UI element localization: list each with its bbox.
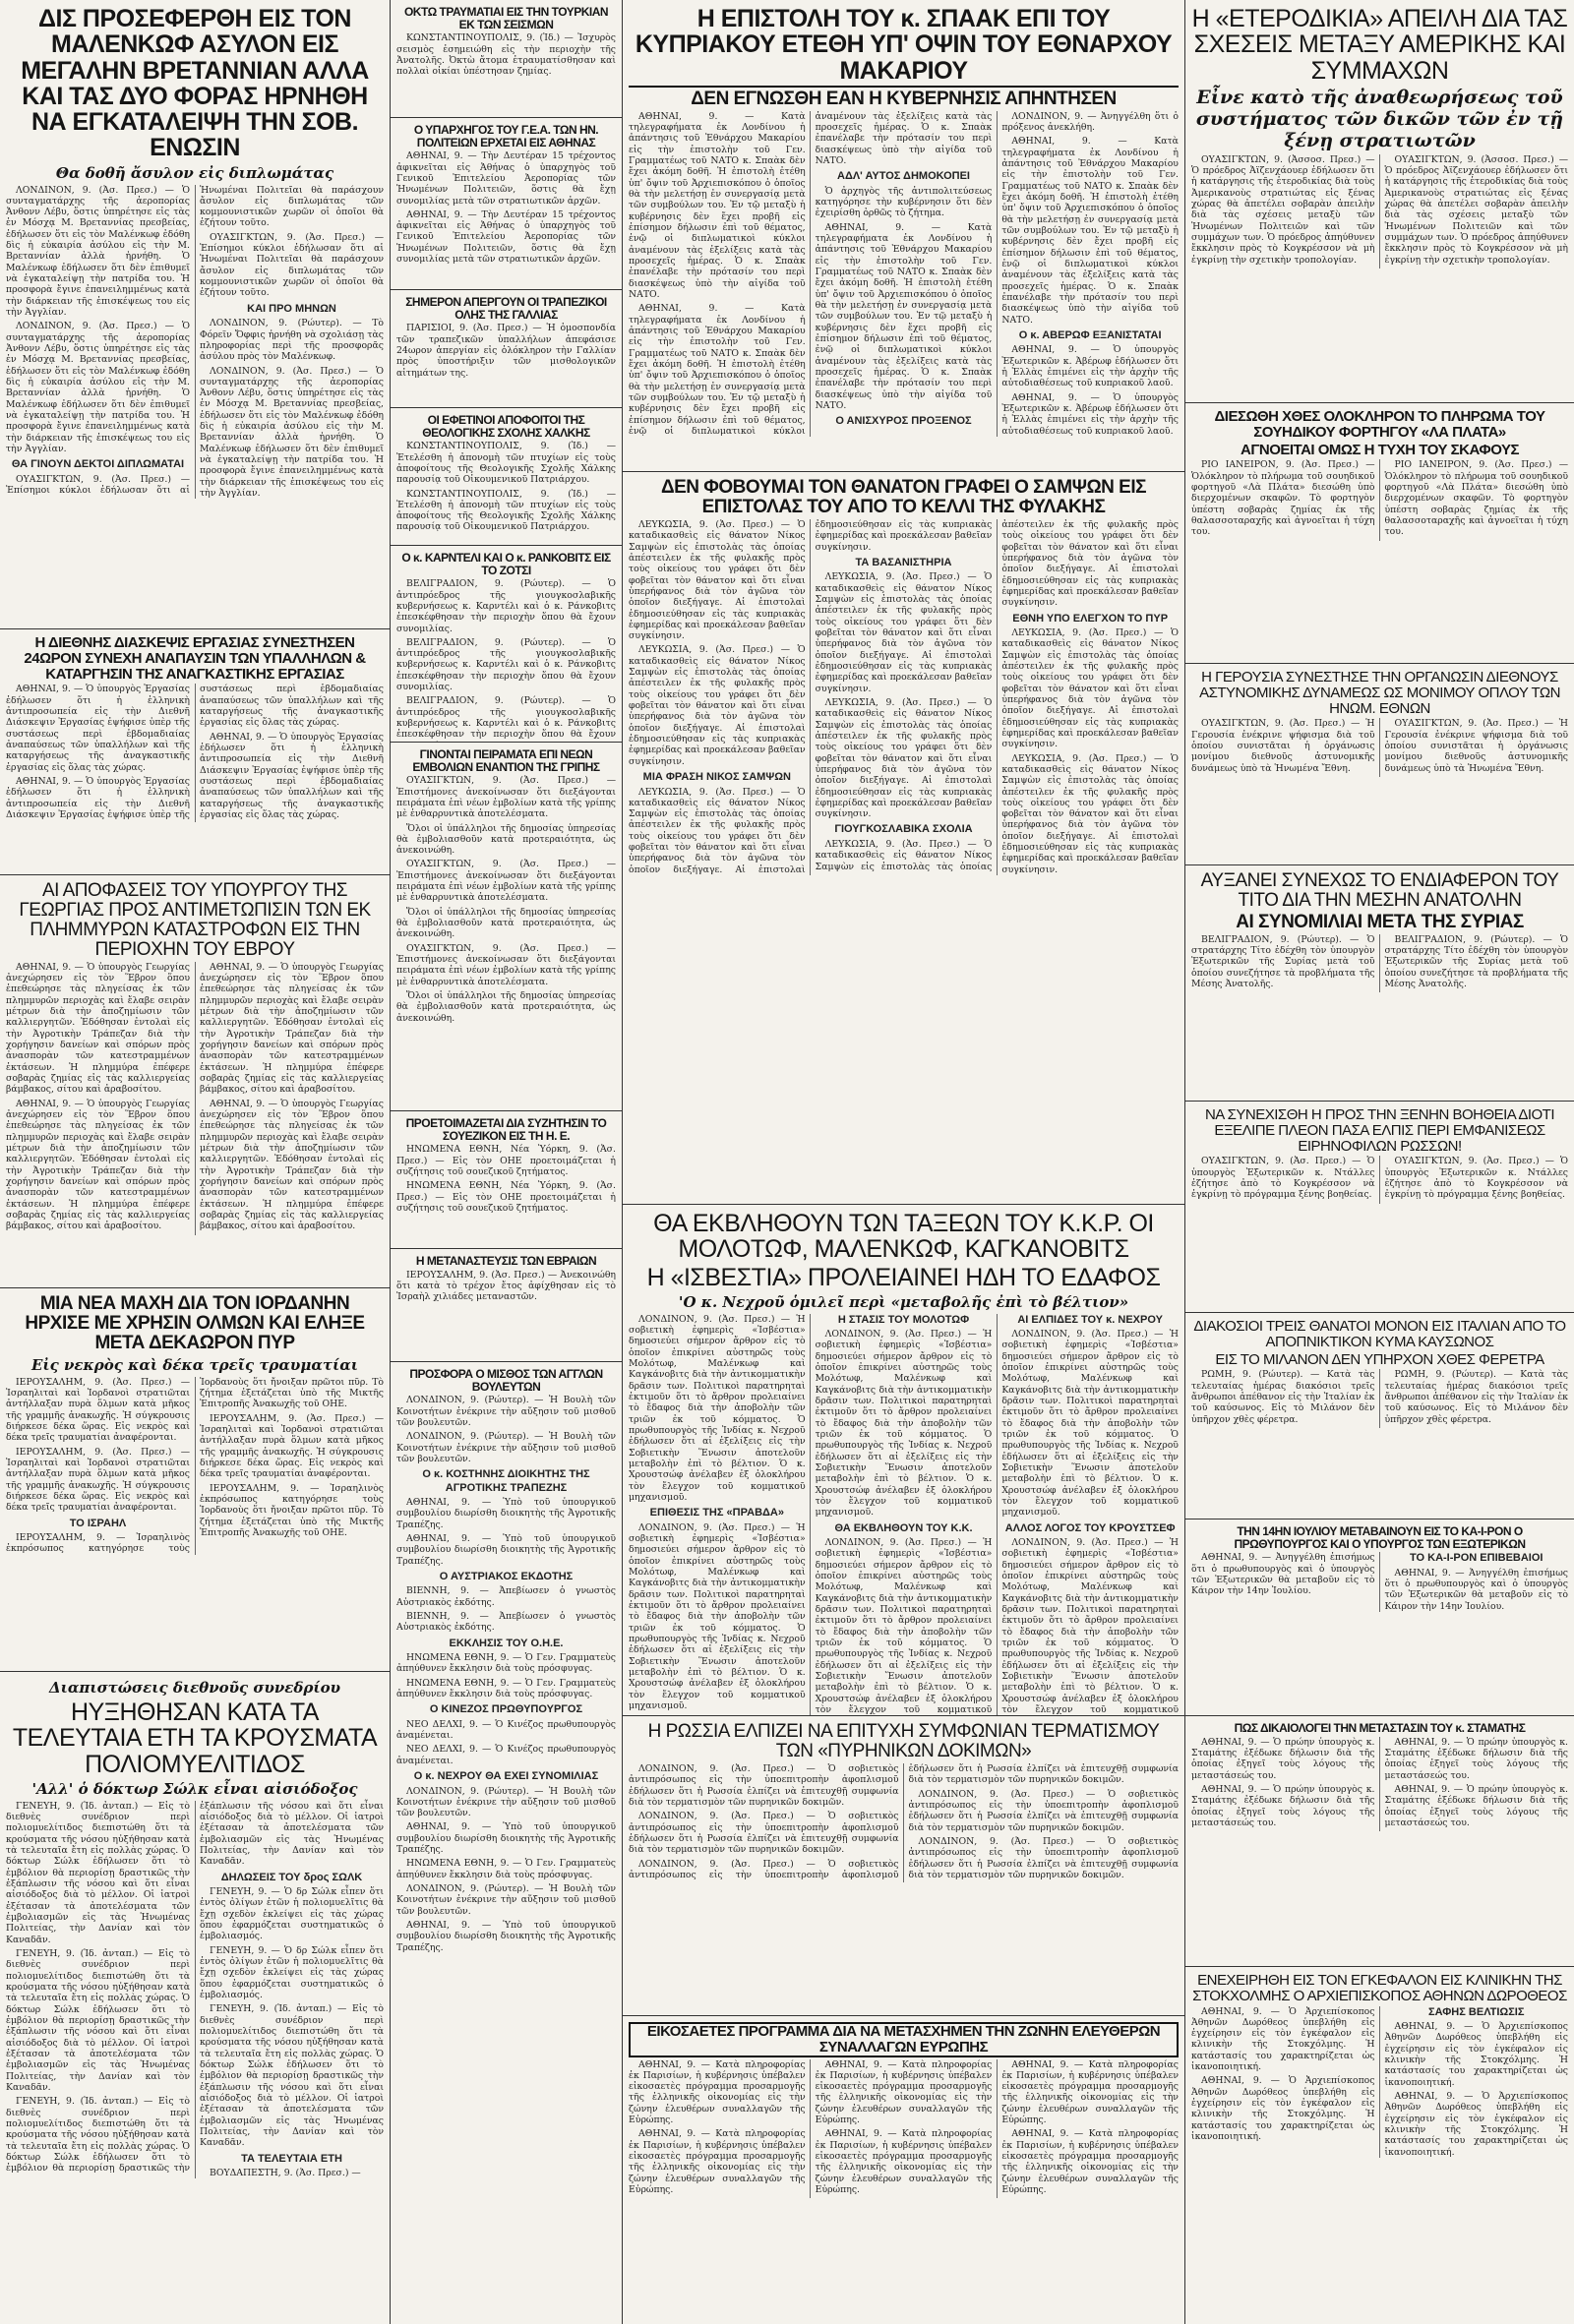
article-spaak-cyprus	[623, 0, 1184, 472]
paragraph: ΙΕΡΟΥΣΑΛΗΜ, 9. — Ἰσραηλινὸς ἐκπρόσωπος κατηγόρησε τοὺς Ἰορδανοὺς ὅτι ἤνοιξαν πρῶτοι πῦρ. Τὸ ζήτημα ἐξετάζεται ὑπὸ τῆς Μικτῆς Ἐπιτροπῆς Ἀνακωχῆς τοῦ ΟΗΕ.	[200, 1482, 384, 1539]
paragraph: Ὁ ἀρχηγὸς τῆς ἀντιπολιτεύσεως κατηγόρησε τὴν κυβέρνησιν ὅτι δὲν ἐχειρίσθη ὀρθῶς τὸ ζήτημα.	[815, 185, 993, 219]
headline: ΕΙΚΟΣΑΕΤΕΣ ΠΡΟΓΡΑΜΜΑ ΔΙΑ ΝΑ ΜΕΤΑΣΧΗΜΕΝ ΤΗΝ ΖΩΝΗΝ ΕΛΕΥΘΕΡΩΝ ΣΥΝΑΛΛΑΓΩΝ ΕΥΡΩΠΗΣ	[629, 2022, 1179, 2057]
paragraph: ΟΥΑΣΙΓΚΤΩΝ, 9. (Ἀσ. Πρεσ.) — Ἐπιστήμονες ἀνεκοίνωσαν ὅτι διεξάγονται πειράματα ἐπὶ νέων ἐμβολίων κατὰ τῆς γρίπης μὲ ἐνθαρρυντικὰ ἀποτελέσματα.	[396, 942, 616, 987]
subheadline: Εἰς νεκρὸς καὶ δέκα τρεῖς τραυματίαι	[30, 1355, 359, 1374]
paragraph: ΑΘΗΝΑΙ, 9. — Ὑπὸ τοῦ ὑπουργικοῦ συμβουλίου διωρίσθη διοικητὴς τῆς Ἀγροτικῆς Τραπέζης.	[396, 1920, 616, 1953]
article-body	[396, 323, 616, 379]
paragraph: ΙΕΡΟΥΣΑΛΗΜ, 9. — Ἰσραηλινὸς ἐκπρόσωπος κατηγόρησε τοὺς Ἰορδανοὺς ὅτι ἤνοιξαν πρῶτοι πῦρ. Τὸ ζήτημα ἐξετάζεται ὑπὸ τῆς Μικτῆς Ἐπιτροπῆς Ἀνακωχῆς τοῦ ΟΗΕ.	[6, 1376, 384, 1555]
paragraph: ΛΟΝΔΙΝΟΝ, 9. (Ἀσ. Πρεσ.) — Ὁ σοβιετικὸς ἀντιπρόσωπος εἰς τὴν ὑποεπιτροπὴν ἀφοπλισμοῦ ἐδήλωσεν ὅτι ἡ Ρωσσία ἐλπίζει νὰ ἐπιτευχθῇ συμφωνία διὰ τὸν τερματισμὸν τῶν πυρηνικῶν δοκιμῶν.	[629, 1811, 899, 1856]
paragraph: ΛΕΥΚΩΣΙΑ, 9. (Ἀσ. Πρεσ.) — Ὁ καταδικασθεὶς εἰς θάνατον Νίκος Σαμψὼν εἰς ἐπιστολὰς τὰς ὁποίας ἀπέστειλεν ἐκ τῆς φυλακῆς πρὸς τοὺς οἰκείους του γράφει ὅτι δὲν φοβεῖται τὸν θάνατον καὶ ὅτι εἶναι ὑπερήφανος διὰ τὸν ἀγῶνα τὸν ὁποῖον διεξήγαγε. Αἱ ἐπιστολαὶ ἐδημοσιεύθησαν εἰς τὰς κυπριακὰς ἐφημερίδας καὶ προεκάλεσαν βαθεῖαν συγκίνησιν.	[1001, 752, 1179, 875]
paragraph: ΡΩΜΗ, 9. (Ρώυτερ). — Κατὰ τὰς τελευταίας ἡμέρας διακόσιοι τρεῖς ἄνθρωποι ἀπέθανον εἰς τὴν Ἰταλίαν ἐκ τοῦ καύσωνος. Εἰς τὸ Μιλάνον δὲν ὑπῆρχον χθὲς φέρετρα.	[1191, 1369, 1375, 1425]
paragraph: ΑΘΗΝΑΙ, 9. — Ὁ ὑπουργὸς Γεωργίας ἀνεχώρησεν εἰς τὸν Ἕβρον ὅπου ἐπεθεώρησε τὰς πληγείσας ἐκ τῶν πλημμυρῶν περιοχὰς καὶ ἔλαβε σειρὰν μέτρων διὰ τὴν ἀποζημίωσιν τῶν καλλιεργητῶν. Ἐδόθησαν ἐντολαὶ εἰς τὴν Ἀγροτικὴν Τράπεζαν διὰ τὴν χορήγησιν δανείων καὶ σπόρων πρὸς ἀνασπορὰν τῶν κατεστραμμένων ἐκτάσεων. Ἡ πλημμύρα ἐπέφερε σοβαρὰς ζημίας εἰς τὰς καλλιεργείας βάμβακος, σίτου καὶ ἀραβοσίτου.	[6, 961, 190, 1096]
paragraph: ΑΘΗΝΑΙ, 9. — Ὁ πρώην ὑπουργὸς κ. Σταμάτης ἐξέδωκε δήλωσιν διὰ τῆς ὁποίας ἐξηγεῖ τοὺς λόγους τῆς μεταστάσεώς του.	[1191, 1736, 1375, 1781]
article-body	[629, 519, 1179, 875]
column-2	[391, 0, 622, 2324]
paragraph: ΑΘΗΝΑΙ, 9. — Ἀνηγγέλθη ἐπισήμως ὅτι ὁ πρωθυπουργὸς καὶ ὁ ὑπουργὸς τῶν Ἐξωτερικῶν θὰ μεταβοῦν εἰς τὸ Κάιρον τὴν 14ην Ἰουλίου.	[1191, 1552, 1375, 1597]
paragraph: Ὅλοι οἱ ὑπάλληλοι τῆς δημοσίας ὑπηρεσίας θὰ ἐμβολιασθοῦν κατὰ προτεραιότητα, ὡς ἀνεκοινώθη.	[396, 822, 616, 857]
article-body	[1191, 459, 1568, 540]
article-foreign-aid	[1185, 1102, 1574, 1313]
headline: ΘΑ ΕΚΒΛΗΘΟΥΝ ΤΩΝ ΤΑΞΕΩΝ ΤΟΥ Κ.Κ.Ρ. ΟΙ ΜΟΛΟΤΩΦ, ΜΑΛΕΝΚΩΦ, ΚΑΓΚΑΝΟΒΙΤΣ	[653, 1210, 1154, 1264]
article-body	[1191, 1737, 1568, 1832]
section-label: ΤΟ ΙΣΡΑΗΛ	[69, 1517, 127, 1529]
article-polio	[0, 1672, 390, 2324]
section-label: Ο ΑΥΣΤΡΙΑΚΟΣ ΕΚΔΟΤΗΣ	[439, 1570, 574, 1582]
paragraph: ΛΟΝΔΙΝΟΝ, 9. (Ρώυτερ). — Ἡ Βουλὴ τῶν Κοινοτήτων ἐνέκρινε τὴν αὔξησιν τοῦ μισθοῦ τῶν βουλευτῶν.	[396, 1785, 616, 1819]
article-molotov-expulsion	[623, 1205, 1184, 1716]
paragraph: ΑΘΗΝΑΙ, 9. — Κατὰ τηλεγραφήματα ἐκ Λονδίνου ἡ ἀπάντησις τοῦ Ἐθνάρχου Μακαρίου εἰς τὴν ἐπιστολὴν τοῦ Γεν. Γραμματέως τοῦ ΝΑΤΟ κ. Σπαὰκ δὲν ἔχει ἀκόμη δοθῆ. Ἡ ἐπιστολὴ ἐτέθη ὑπ' ὄψιν τοῦ Ἀρχιεπισκόπου ὁ ὁποῖος θὰ τὴν μελετήσῃ ἐν συνεργασίᾳ μετὰ τῶν συμβούλων του. Ἐν τῷ μεταξὺ ἡ κυβέρνησις δὲν ἔχει προβῆ εἰς ἐπίσημον δήλωσιν ἐπὶ τοῦ θέματος, ἐνῷ οἱ διπλωματικοὶ κύκλοι ἀναμένουν τὰς ἐξελίξεις κατὰ τὰς προσεχεῖς ἡμέρας. Ὁ κ. Σπαὰκ ἐπανέλαβε τὴν πρότασίν του περὶ διασκέψεως ὑπὸ τὴν αἰγίδα τοῦ ΝΑΤΟ.	[629, 110, 993, 437]
article-mp-salary	[391, 1362, 622, 2226]
paragraph: ΝΕΟ ΔΕΛΧΙ, 9. — Ὁ Κινέζος πρωθυπουργὸς ἀναμένεται.	[396, 1744, 616, 1766]
subheadline: ΑΓΝΟΕΙΤΑΙ ΟΜΩΣ Η ΤΥΧΗ ΤΟΥ ΣΚΑΦΟΥΣ	[1241, 441, 1519, 458]
paragraph: ΛΟΝΔΙΝΟΝ, 9. (Ἀσ. Πρεσ.) — Ἡ σοβιετικὴ ἐφημερὶς «Ἰσβέστια» δημοσιεύει σήμερον ἄρθρον εἰς τὸ ὁποῖον ἐπικρίνει αὐστηρῶς τοὺς Μολότωφ, Μαλένκωφ καὶ Καγκάνοβιτς διὰ τὴν ἀντικομματικὴν δρᾶσιν των. Πολιτικοὶ παρατηρηταὶ ἐκτιμοῦν ὅτι τὸ ἄρθρον προλειαίνει τὸ ἔδαφος διὰ τὴν ἀποβολὴν τῶν τριῶν ἐκ τοῦ κόμματος. Ὁ πρωθυπουργὸς τῆς Ἰνδίας κ. Νεχροῦ ἐδήλωσεν ὅτι αἱ ἐξελίξεις εἰς τὴν Σοβιετικὴν Ἕνωσιν ἀποτελοῦν μεταβολὴν ἐπὶ τὸ βέλτιον. Ὁ κ. Χρουστσώφ ἀνέλαβεν ἐξ ὁλοκλήρου τὸν ἔλεγχον τοῦ κομματικοῦ μηχανισμοῦ.	[815, 1329, 993, 1519]
article-body	[629, 2059, 1179, 2199]
paragraph: ΟΥΑΣΙΓΚΤΩΝ, 9. (Ἀσ. Πρεσ.) — Ὁ ὑπουργὸς Ἐξωτερικῶν κ. Ντάλλες ἐζήτησε ἀπὸ τὸ Κογκρέσσον νὰ ἐγκρίνῃ τὸ πρόγραμμα ξένης βοηθείας.	[1384, 1156, 1568, 1201]
article-stamatis	[1185, 1716, 1574, 1967]
paragraph: ΛΕΥΚΩΣΙΑ, 9. (Ἀσ. Πρεσ.) — Ὁ καταδικασθεὶς εἰς θάνατον Νίκος Σαμψὼν εἰς ἐπιστολὰς τὰς ὁποίας ἀπέστειλεν ἐκ τῆς φυλακῆς πρὸς τοὺς οἰκείους του γράφει ὅτι δὲν φοβεῖται τὸν θάνατον καὶ ὅτι εἶναι ὑπερήφανος διὰ τὸν ἀγῶνα τὸν ὁποῖον διεξήγαγε. Αἱ ἐπιστολαὶ ἐδημοσιεύθησαν εἰς τὰς κυπριακὰς ἐφημερίδας καὶ προεκάλεσαν βαθεῖαν συγκίνησιν.	[815, 518, 1179, 872]
paragraph: Ὅλοι οἱ ὑπάλληλοι τῆς δημοσίας ὑπηρεσίας θὰ ἐμβολιασθοῦν κατὰ προτεραιότητα, ὡς ἀνεκοινώθη.	[396, 906, 616, 940]
paragraph: ΒΕΛΙΓΡΑΔΙΟΝ, 9. (Ρώυτερ). — Ὁ στρατάρχης Τίτο ἐδέχθη τὸν ὑπουργὸν Ἐξωτερικῶν τῆς Συρίας μετὰ τοῦ ὁποίου συνεζήτησε τὰ προβλήματα τῆς Μέσης Ἀνατολῆς.	[1191, 933, 1375, 990]
article-body	[1191, 1369, 1568, 1428]
paragraph: ΛΕΥΚΩΣΙΑ, 9. (Ἀσ. Πρεσ.) — Ὁ καταδικασθεὶς εἰς θάνατον Νίκος Σαμψὼν εἰς ἐπιστολὰς τὰς ὁποίας ἀπέστειλεν ἐκ τῆς φυλακῆς πρὸς τοὺς οἰκείους του γράφει ὅτι δὲν φοβεῖται τὸν θάνατον καὶ ὅτι εἶναι ὑπερήφανος διὰ τὸν ἀγῶνα τὸν ὁποῖον διεξήγαγε. Αἱ ἐπιστολαὶ ἐδημοσιεύθησαν εἰς τὰς κυπριακὰς ἐφημερίδας καὶ προεκάλεσαν βαθεῖαν συγκίνησιν.	[629, 644, 806, 767]
paragraph: ΑΘΗΝΑΙ, 9. — Ἀνηγγέλθη ἐπισήμως ὅτι ὁ πρωθυπουργὸς καὶ ὁ ὑπουργὸς τῶν Ἐξωτερικῶν θὰ μεταβοῦν εἰς τὸ Κάιρον τὴν 14ην Ἰουλίου.	[1384, 1567, 1568, 1612]
paragraph: ΛΟΝΔΙΝΟΝ, 9. (Ἀσ. Πρεσ.) — Ὁ συνταγματάρχης τῆς ἀεροπορίας Ἀνθονν Λέβυ, ὅστις ὑπηρέτησε εἰς τὰς ἐν Μόσχᾳ Μ. Βρεταννίας πρεσβείας, ἐδήλωσεν ὅτι εἰς τὸν Μαλένκωφ ἐδόθη δὶς ἡ εὐκαιρία ἀσύλου εἰς τὴν Μ. Βρεταννίαν ἀλλὰ ἠρνήθη. Ὁ Μαλένκωφ ἐδήλωσεν ὅτι δὲν ἐπιθυμεῖ νὰ ἐγκαταλείψῃ τὴν πατρίδα του. Ἡ προσφορὰ ἔγινε ἐπανειλημμένως κατὰ τὴν διάρκειαν τῆς ἐπισκέψεως του εἰς τὴν Ἀγγλίαν.	[6, 184, 190, 319]
paragraph: ΑΘΗΝΑΙ, 9. — Κατὰ πληροφορίας ἐκ Παρισίων, ἡ κυβέρνησις ὑπέβαλεν εἰκοσαετὲς πρόγραμμα προσαρμογῆς τῆς ἑλληνικῆς οἰκονομίας εἰς τὴν ζώνην ἐλευθέρων συναλλαγῶν τῆς Εὐρώπης.	[815, 2058, 993, 2126]
paragraph: ΝΕΟ ΔΕΛΧΙ, 9. — Ὁ Κινέζος πρωθυπουργὸς ἀναμένεται.	[396, 1718, 616, 1742]
paragraph: ΑΘΗΝΑΙ, 9. — Ὁ ὑπουργὸς Ἐργασίας ἐδήλωσεν ὅτι ἡ ἑλληνικὴ ἀντιπροσωπεία εἰς τὴν Διεθνῆ Διάσκεψιν Ἐργασίας ἐψήφισε ὑπὲρ τῆς συστάσεως περὶ ἑβδομαδιαίας ἀναπαύσεως τῶν ὑπαλλήλων καὶ τῆς καταργήσεως τῆς ἀναγκαστικῆς ἐργασίας εἰς ὅλας τὰς χώρας.	[6, 684, 384, 820]
paragraph: ΛΕΥΚΩΣΙΑ, 9. (Ἀσ. Πρεσ.) — Ὁ καταδικασθεὶς εἰς θάνατον Νίκος Σαμψὼν εἰς ἐπιστολὰς τὰς ὁποίας ἀπέστειλεν ἐκ τῆς φυλακῆς πρὸς τοὺς οἰκείους του γράφει ὅτι δὲν φοβεῖται τὸν θάνατον καὶ ὅτι εἶναι ὑπερήφανος διὰ τὸν ἀγῶνα τὸν ὁποῖον διεξήγαγε. Αἱ ἐπιστολαὶ ἐδημοσιεύθησαν εἰς τὰς κυπριακὰς ἐφημερίδας καὶ προεκάλεσαν βαθεῖαν συγκίνησιν.	[815, 571, 993, 694]
headline: Ο ΥΠΑΡΧΗΓΟΣ ΤΟΥ Γ.Ε.Α. ΤΩΝ ΗΝ. ΠΟΛΙΤΕΙΩΝ ΕΡΧΕΤΑΙ ΕΙΣ ΑΘΗΝΑΣ	[413, 123, 599, 149]
article-body	[396, 1144, 616, 1214]
article-heterodikia	[1185, 0, 1574, 403]
subheadline: ΔΕΝ ΕΓΝΩΣΘΗ ΕΑΝ Η ΚΥΒΕΡΝΗΣΙΣ ΑΠΗΝΤΗΣΕΝ	[691, 88, 1117, 109]
section-label: ΤΟ ΚΑ-Ι-ΡΟΝ ΕΠΙΒΕΒΑΙΟΙ	[1410, 1552, 1544, 1565]
paragraph: ΚΩΝΣΤΑΝΤΙΝΟΥΠΟΛΙΣ, 9. (Ἰδ.) — Ἐτελέσθη ἡ ἀπονομὴ τῶν πτυχίων εἰς τοὺς ἀποφοίτους τῆς Θεολογικῆς Σχολῆς Χάλκης παρουσίᾳ τοῦ Οἰκουμενικοῦ Πατριάρχου.	[396, 488, 616, 533]
paragraph: ΒΟΥΔΑΠΕΣΤΗ, 9. (Ἀσ. Πρεσ.) —	[210, 2168, 361, 2179]
paragraph: ΛΟΝΔΙΝΟΝ, 9. (Ἀσ. Πρεσ.) — Ὁ σοβιετικὸς ἀντιπρόσωπος εἰς τὴν ὑποεπιτροπὴν ἀφοπλισμοῦ ἐδήλωσεν ὅτι ἡ Ρωσσία ἐλπίζει νὰ ἐπιτευχθῇ συμφωνία διὰ τὸν τερματισμὸν τῶν πυρηνικῶν δοκιμῶν.	[908, 1788, 1179, 1833]
paragraph: ΓΕΝΕΥΗ, 9. (Ἰδ. ἀνταπ.) — Εἰς τὸ διεθνὲς συνέδριον περὶ πολιομυελίτιδος διεπιστώθη ὅτι τὰ κρούσματα τῆς νόσου ηὐξήθησαν κατὰ τὰ τελευταῖα ἔτη εἰς πολλὰς χώρας. Ὁ δόκτωρ Σώλκ ἐδήλωσεν ὅτι τὸ ἐμβόλιον θὰ περιορίσῃ δραστικῶς τὴν ἐξάπλωσιν τῆς νόσου καὶ ὅτι εἶναι αἰσιόδοξος διὰ τὸ μέλλον. Οἱ ἰατροὶ ἐξέτασαν τὰ ἀποτελέσματα τῶν ἐμβολιασμῶν εἰς τὰς Ἡνωμένας Πολιτείας, τὴν Δανίαν καὶ τὸν Καναδᾶν.	[6, 1800, 384, 2175]
paragraph: ΑΘΗΝΑΙ, 9. — Κατὰ τηλεγραφήματα ἐκ Λονδίνου ἡ ἀπάντησις τοῦ Ἐθνάρχου Μακαρίου εἰς τὴν ἐπιστολὴν τοῦ Γεν. Γραμματέως τοῦ ΝΑΤΟ κ. Σπαὰκ δὲν ἔχει ἀκόμη δοθῆ. Ἡ ἐπιστολὴ ἐτέθη ὑπ' ὄψιν τοῦ Ἀρχιεπισκόπου ὁ ὁποῖος θὰ τὴν μελετήσῃ ἐν συνεργασίᾳ μετὰ τῶν συμβούλων του. Ἐν τῷ μεταξὺ ἡ κυβέρνησις δὲν ἔχει προβῆ εἰς ἐπίσημον δήλωσιν ἐπὶ τοῦ θέματος, ἐνῷ οἱ διπλωματικοὶ κύκλοι ἀναμένουν τὰς ἐξελίξεις κατὰ τὰς προσεχεῖς ἡμέρας. Ὁ κ. Σπαὰκ ἐπανέλαβε τὴν πρότασίν του περὶ διασκέψεως ὑπὸ τὴν αἰγίδα τοῦ ΝΑΤΟ.	[815, 221, 993, 411]
paragraph: ΑΘΗΝΑΙ, 9. — Κατὰ τηλεγραφήματα ἐκ Λονδίνου ἡ ἀπάντησις τοῦ Ἐθνάρχου Μακαρίου εἰς τὴν ἐπιστολὴν τοῦ Γεν. Γραμματέως τοῦ ΝΑΤΟ κ. Σπαὰκ δὲν ἔχει ἀκόμη δοθῆ. Ἡ ἐπιστολὴ ἐτέθη ὑπ' ὄψιν τοῦ Ἀρχιεπισκόπου ὁ ὁποῖος θὰ τὴν μελετήσῃ ἐν συνεργασίᾳ μετὰ τῶν συμβούλων του. Ἐν τῷ μεταξὺ ἡ κυβέρνησις δὲν ἔχει προβῆ εἰς ἐπίσημον δήλωσιν ἐπὶ τοῦ θέματος, ἐνῷ οἱ διπλωματικοὶ κύκλοι ἀναμένουν τὰς ἐξελίξεις κατὰ τὰς προσεχεῖς ἡμέρας. Ὁ κ. Σπαὰκ ἐπανέλαβε τὴν πρότασίν του περὶ διασκέψεως ὑπὸ τὴν αἰγίδα τοῦ ΝΑΤΟ.	[629, 110, 806, 300]
paragraph: ΑΘΗΝΑΙ, 9. — Ὁ Ἀρχιεπίσκοπος Ἀθηνῶν Δωρόθεος ὑπεβλήθη εἰς ἐγχείρησιν εἰς τὸν ἐγκέφαλον εἰς κλινικὴν τῆς Στοκχόλμης. Ἡ κατάστασίς του χαρακτηρίζεται ὡς ἱκανοποιητική.	[1191, 2005, 1375, 2073]
article-body	[629, 111, 1179, 438]
headline: ΣΗΜΕΡΟΝ ΑΠΕΡΓΟΥΝ ΟΙ ΤΡΑΠΕΖΙΚΟΙ ΟΛΗΣ ΤΗΣ ΓΑΛΛΙΑΣ	[405, 295, 607, 322]
paragraph: ΟΥΑΣΙΓΚΤΩΝ, 9. (Ἀσ. Πρεσ.) — Ὁ ὑπουργὸς Ἐξωτερικῶν κ. Ντάλλες ἐζήτησε ἀπὸ τὸ Κογκρέσσον νὰ ἐγκρίνῃ τὸ πρόγραμμα ξένης βοηθείας.	[1191, 1156, 1375, 1201]
paragraph: ΛΟΝΔΙΝΟΝ, 9. (Ἀσ. Πρεσ.) — Ἡ σοβιετικὴ ἐφημερὶς «Ἰσβέστια» δημοσιεύει σήμερον ἄρθρον εἰς τὸ ὁποῖον ἐπικρίνει αὐστηρῶς τοὺς Μολότωφ, Μαλένκωφ καὶ Καγκάνοβιτς διὰ τὴν ἀντικομματικὴν δρᾶσιν των. Πολιτικοὶ παρατηρηταὶ ἐκτιμοῦν ὅτι τὸ ἄρθρον προλειαίνει τὸ ἔδαφος διὰ τὴν ἀποβολὴν τῶν τριῶν ἐκ τοῦ κόμματος. Ὁ πρωθυπουργὸς τῆς Ἰνδίας κ. Νεχροῦ ἐδήλωσεν ὅτι αἱ ἐξελίξεις εἰς τὴν Σοβιετικὴν Ἕνωσιν ἀποτελοῦν μεταβολὴν ἐπὶ τὸ βέλτιον. Ὁ κ. Χρουστσώφ ἀνέλαβεν ἐξ ὁλοκλήρου τὸν ἔλεγχον τοῦ κομματικοῦ μηχανισμοῦ.	[629, 1313, 806, 1503]
divider	[629, 86, 1179, 88]
paragraph: ΟΥΑΣΙΓΚΤΩΝ, 9. (Ἀσ. Πρεσ.) — Ἐπίσημοι κύκλοι ἐδήλωσαν ὅτι αἱ Ἡνωμέναι Πολιτεῖαι θὰ παράσχουν ἄσυλον εἰς διπλωμάτας τῶν κομμουνιστικῶν χωρῶν οἱ ὁποῖοι θὰ ἐζήτουν τοῦτο.	[6, 184, 384, 497]
article-flu-vaccine	[391, 743, 622, 1111]
subheadline: 'Ο κ. Νεχροῦ ὁμιλεῖ περὶ «μεταβολῆς ἐπὶ τὸ βέλτιον»	[678, 1292, 1129, 1311]
article-jewish-migration	[391, 1249, 622, 1362]
headline: Η ΓΕΡΟΥΣΙΑ ΣΥΝΕΣΤΗΣΕ ΤΗΝ ΟΡΓΑΝΩΣΙΝ ΔΙΕΘΝΟΥΣ ΑΣΤΥΝΟΜΙΚΗΣ ΔΥΝΑΜΕΩΣ ΩΣ ΜΟΝΙΜΟΥ ΟΠΛΟΥ ΤΩΝ ΗΝΩΜ. ΕΘΝΩΝ	[1199, 669, 1560, 717]
article-body	[6, 684, 384, 821]
article-nuclear-tests	[623, 1716, 1184, 2016]
paragraph: ΛΟΝΔΙΝΟΝ, 9. (Ἀσ. Πρεσ.) — Ἡ σοβιετικὴ ἐφημερὶς «Ἰσβέστια» δημοσιεύει σήμερον ἄρθρον εἰς τὸ ὁποῖον ἐπικρίνει αὐστηρῶς τοὺς Μολότωφ, Μαλένκωφ καὶ Καγκάνοβιτς διὰ τὴν ἀντικομματικὴν δρᾶσιν των. Πολιτικοὶ παρατηρηταὶ ἐκτιμοῦν ὅτι τὸ ἄρθρον προλειαίνει τὸ ἔδαφος διὰ τὴν ἀποβολὴν τῶν τριῶν ἐκ τοῦ κόμματος. Ὁ πρωθυπουργὸς τῆς Ἰνδίας κ. Νεχροῦ ἐδήλωσεν ὅτι αἱ ἐξελίξεις εἰς τὴν Σοβιετικὴν Ἕνωσιν ἀποτελοῦν μεταβολὴν ἐπὶ τὸ βέλτιον. Ὁ κ. Χρουστσώφ ἀνέλαβεν ἐξ ὁλοκλήρου τὸν ἔλεγχον τοῦ κομματικοῦ μηχανισμοῦ.	[1001, 1329, 1179, 1519]
section-label: Ο κ. ΑΒΕΡΩΦ ΕΞΑΝΙΣΤΑΤΑΙ	[1018, 328, 1162, 341]
paragraph: ΓΕΝΕΥΗ, 9. — Ὁ δρ Σώλκ εἶπεν ὅτι ἐντὸς ὀλίγων ἐτῶν ἡ πολιομυελῖτις θὰ ἔχῃ σχεδὸν ἐκλείψει εἰς τὰς χώρας ὅπου ἐφαρμόζεται συστηματικῶς ὁ ἐμβολιασμός.	[200, 1886, 384, 1942]
section-label: Ο κ. ΝΕΧΡΟΥ ΘΑ ΕΧΕΙ ΣΥΝΟΜΙΛΙΑΣ	[413, 1770, 599, 1783]
headline: Η ΕΠΙΣΤΟΛΗ ΤΟΥ κ. ΣΠΑΑΚ ΕΠΙ ΤΟΥ ΚΥΠΡΙΑΚΟΥ ΕΤΕΘΗ ΥΠ' ΟΨΙΝ ΤΟΥ ΕΘΝΑΡΧΟΥ ΜΑΚΑΡΙΟΥ	[635, 5, 1173, 85]
paragraph: ΑΘΗΝΑΙ, 9. — Ὁ ὑπουργὸς Γεωργίας ἀνεχώρησεν εἰς τὸν Ἕβρον ὅπου ἐπεθεώρησε τὰς πληγείσας ἐκ τῶν πλημμυρῶν περιοχὰς καὶ ἔλαβε σειρὰν μέτρων διὰ τὴν ἀποζημίωσιν τῶν καλλιεργητῶν. Ἐδόθησαν ἐντολαὶ εἰς τὴν Ἀγροτικὴν Τράπεζαν διὰ τὴν χορήγησιν δανείων καὶ σπόρων πρὸς ἀνασπορὰν τῶν κατεστραμμένων ἐκτάσεων. Ἡ πλημμύρα ἐπέφερε σοβαρὰς ζημίας εἰς τὰς καλλιεργείας βάμβακος, σίτου καὶ ἀραβοσίτου.	[200, 1098, 384, 1232]
paragraph: ΛΟΝΔΙΝΟΝ, 9. (Ρώυτερ). — Ἡ Βουλὴ τῶν Κοινοτήτων ἐνέκρινε τὴν αὔξησιν τοῦ μισθοῦ τῶν βουλευτῶν.	[396, 1395, 616, 1428]
section-label: ΑΔΛ' ΑΥΤΟΣ ΔΗΜΟΚΟΠΕΙ	[837, 170, 970, 183]
section-label: Ο ΚΙΝΕΖΟΣ ΠΡΩΘΥΠΟΥΡΓΟΣ	[429, 1703, 583, 1716]
paragraph: ΑΘΗΝΑΙ, 9. — Ὁ πρώην ὑπουργὸς κ. Σταμάτης ἐξέδωκε δήλωσιν διὰ τῆς ὁποίας ἐξηγεῖ τοὺς λόγους τῆς μεταστάσεώς του.	[1191, 1783, 1375, 1828]
paragraph: ΑΘΗΝΑΙ, 9. — Ὁ ὑπουργὸς Γεωργίας ἀνεχώρησεν εἰς τὸν Ἕβρον ὅπου ἐπεθεώρησε τὰς πληγείσας ἐκ τῶν πλημμυρῶν περιοχὰς καὶ ἔλαβε σειρὰν μέτρων διὰ τὴν ἀποζημίωσιν τῶν καλλιεργητῶν. Ἐδόθησαν ἐντολαὶ εἰς τὴν Ἀγροτικὴν Τράπεζαν διὰ τὴν χορήγησιν δανείων καὶ σπόρων πρὸς ἀνασπορὰν τῶν κατεστραμμένων ἐκτάσεων. Ἡ πλημμύρα ἐπέφερε σοβαρὰς ζημίας εἰς τὰς καλλιεργείας βάμβακος, σίτου καὶ ἀραβοσίτου.	[200, 961, 384, 1096]
paragraph: ΑΘΗΝΑΙ, 9. — Κατὰ πληροφορίας ἐκ Παρισίων, ἡ κυβέρνησις ὑπέβαλεν εἰκοσαετὲς πρόγραμμα προσαρμογῆς τῆς ἑλληνικῆς οἰκονομίας εἰς τὴν ζώνην ἐλευθέρων συναλλαγῶν τῆς Εὐρώπης.	[1001, 2128, 1179, 2196]
article-body	[629, 1763, 1179, 1882]
paragraph: ΑΘΗΝΑΙ, 9. — Κατὰ πληροφορίας ἐκ Παρισίων, ἡ κυβέρνησις ὑπέβαλεν εἰκοσαετὲς πρόγραμμα προσαρμογῆς τῆς ἑλληνικῆς οἰκονομίας εἰς τὴν ζώνην ἐλευθέρων συναλλαγῶν τῆς Εὐρώπης.	[815, 2128, 993, 2196]
article-body	[396, 1270, 616, 1303]
paragraph: ΑΘΗΝΑΙ, 9. — Ὑπὸ τοῦ ὑπουργικοῦ συμβουλίου διωρίσθη διοικητὴς τῆς Ἀγροτικῆς Τραπέζης.	[396, 1496, 616, 1530]
article-tito-mideast	[1185, 865, 1574, 1102]
section-label: ΑΙ ΕΛΠΙΔΕΣ ΤΟΥ κ. ΝΕΧΡΟΥ	[1017, 1313, 1163, 1326]
paragraph: ΑΘΗΝΑΙ, 9. — Ὁ ὑπουργὸς Γεωργίας ἀνεχώρησεν εἰς τὸν Ἕβρον ὅπου ἐπεθεώρησε τὰς πληγείσας ἐκ τῶν πλημμυρῶν περιοχὰς καὶ ἔλαβε σειρὰν μέτρων διὰ τὴν ἀποζημίωσιν τῶν καλλιεργητῶν. Ἐδόθησαν ἐντολαὶ εἰς τὴν Ἀγροτικὴν Τράπεζαν διὰ τὴν χορήγησιν δανείων καὶ σπόρων πρὸς ἀνασπορὰν τῶν κατεστραμμένων ἐκτάσεων. Ἡ πλημμύρα ἐπέφερε σοβαρὰς ζημίας εἰς τὰς καλλιεργείας βάμβακος, σίτου καὶ ἀραβοσίτου.	[6, 1098, 190, 1232]
article-evros-floods	[0, 875, 390, 1288]
paragraph: ΑΘΗΝΑΙ, 9. — Κατὰ πληροφορίας ἐκ Παρισίων, ἡ κυβέρνησις ὑπέβαλεν εἰκοσαετὲς πρόγραμμα προσαρμογῆς τῆς ἑλληνικῆς οἰκονομίας εἰς τὴν ζώνην ἐλευθέρων συναλλαγῶν τῆς Εὐρώπης.	[1001, 2058, 1179, 2126]
paragraph: ΒΙΕΝΝΗ, 9. — Ἀπεβίωσεν ὁ γνωστὸς Αὐστριακὸς ἐκδότης.	[396, 1585, 616, 1608]
section-label: ΣΑΦΗΣ ΒΕΛΤΙΩΣΙΣ	[1428, 2005, 1525, 2018]
article-body	[1191, 718, 1568, 777]
paragraph: ΟΥΑΣΙΓΚΤΩΝ, 9. (Ἀσ. Πρεσ.) — Ἐπιστήμονες ἀνεκοίνωσαν ὅτι διεξάγονται πειράματα ἐπὶ νέων ἐμβολίων κατὰ τῆς γρίπης μὲ ἐνθαρρυντικὰ ἀποτελέσματα.	[396, 775, 616, 820]
paragraph: ΛΕΥΚΩΣΙΑ, 9. (Ἀσ. Πρεσ.) — Ὁ καταδικασθεὶς εἰς θάνατον Νίκος Σαμψὼν εἰς ἐπιστολὰς τὰς ὁποίας ἀπέστειλεν ἐκ τῆς φυλακῆς πρὸς τοὺς οἰκείους του γράφει ὅτι δὲν φοβεῖται τὸν θάνατον καὶ ὅτι εἶναι ὑπερήφανος διὰ τὸν ἀγῶνα τὸν ὁποῖον διεξήγαγε. Αἱ ἐπιστολαὶ ἐδημοσιεύθησαν εἰς τὰς κυπριακὰς ἐφημερίδας καὶ προεκάλεσαν βαθεῖαν συγκίνησιν.	[1001, 626, 1179, 750]
paragraph: ΟΥΑΣΙΓΚΤΩΝ, 9. (Ἀσσοσ. Πρεσ.) — Ὁ πρόεδρος Ἀϊζενχάουερ ἐδήλωσεν ὅτι ἡ κατάργησις τῆς ἑτεροδικίας διὰ τοὺς Ἀμερικανοὺς στρατιώτας εἰς ξένας χώρας θὰ ἀπετέλει σοβαρὰν ἀπειλὴν διὰ τὰς σχέσεις μεταξὺ τῶν Ἡνωμένων Πολιτειῶν καὶ τῶν συμμάχων των. Ὁ πρόεδρος ἀπηύθυνεν ἔκκλησιν πρὸς τὸ Κογκρέσσον νὰ μὴ ἐγκρίνῃ τὴν σχετικὴν τροπολογίαν.	[1384, 153, 1568, 266]
subheadline: Εἶνε κατὸ τῆς ἀναθεωρήσεως τοῦ συστήματος τῶν δικῶν τῶν ἐν τῇ ξένῃ στρατιωτῶν	[1195, 86, 1564, 151]
paragraph: ΓΕΝΕΥΗ, 9. (Ἰδ. ἀνταπ.) — Εἰς τὸ διεθνὲς συνέδριον περὶ πολιομυελίτιδος διεπιστώθη ὅτι τὰ κρούσματα τῆς νόσου ηὐξήθησαν κατὰ τὰ τελευταῖα ἔτη εἰς πολλὰς χώρας. Ὁ δόκτωρ Σώλκ ἐδήλωσεν ὅτι τὸ ἐμβόλιον θὰ περιορίσῃ δραστικῶς τὴν ἐξάπλωσιν τῆς νόσου καὶ ὅτι εἶναι αἰσιόδοξος διὰ τὸ μέλλον. Οἱ ἰατροὶ ἐξέτασαν τὰ ἀποτελέσματα τῶν ἐμβολιασμῶν εἰς τὰς Ἡνωμένας Πολιτείας, τὴν Δανίαν καὶ τὸν Καναδᾶν.	[6, 1948, 190, 2093]
paragraph: ΒΕΛΙΓΡΑΔΙΟΝ, 9. (Ρώυτερ). — Ὁ ἀντιπρόεδρος τῆς γιουγκοσλαβικῆς κυβερνήσεως κ. Καρντέλι καὶ ὁ κ. Ράνκοβιτς ἐπεσκέφθησαν τὴν περιοχὴν ὅπου θὰ ἔχουν συνομιλίας.	[396, 636, 616, 693]
headline: ΜΙΑ ΝΕΑ ΜΑΧΗ ΔΙΑ ΤΟΝ ΙΟΡΔΑΝΗΝ ΗΡΧΙΣΕ ΜΕ ΧΡΗΣΙΝ ΟΛΜΩΝ ΚΑΙ ΕΛΗΞΕ ΜΕΤΑ ΔΕΚΑΩΡΟΝ ΠΥΡ	[25, 1293, 365, 1353]
paragraph: ΛΟΝΔΙΝΟΝ, 9. (Ἀσ. Πρεσ.) — Ἡ σοβιετικὴ ἐφημερὶς «Ἰσβέστια» δημοσιεύει σήμερον ἄρθρον εἰς τὸ ὁποῖον ἐπικρίνει αὐστηρῶς τοὺς Μολότωφ, Μαλένκωφ καὶ Καγκάνοβιτς διὰ τὴν ἀντικομματικὴν δρᾶσιν των. Πολιτικοὶ παρατηρηταὶ ἐκτιμοῦν ὅτι τὸ ἄρθρον προλειαίνει τὸ ἔδαφος διὰ τὴν ἀποβολὴν τῶν τριῶν ἐκ τοῦ κόμματος. Ὁ πρωθυπουργὸς τῆς Ἰνδίας κ. Νεχροῦ ἐδήλωσεν ὅτι αἱ ἐξελίξεις εἰς τὴν Σοβιετικὴν Ἕνωσιν ἀποτελοῦν μεταβολὴν ἐπὶ τὸ βέλτιον. Ὁ κ. Χρουστσώφ ἀνέλαβεν ἐξ ὁλοκλήρου τὸν ἔλεγχον τοῦ κομματικοῦ	[815, 1537, 993, 1716]
paragraph: ΗΝΩΜΕΝΑ ΕΘΝΗ, 9. — Ὁ Γεν. Γραμματεὺς ἀπηύθυνεν ἔκκλησιν διὰ τοὺς πρόσφυγας.	[396, 1677, 616, 1700]
headline-2: ΕΙΣ ΤΟ ΜΙΛΑΝΟΝ ΔΕΝ ΥΠΗΡΧΟΝ ΧΘΕΣ ΦΕΡΕΤΡΑ	[1215, 1350, 1544, 1368]
paragraph: ΗΝΩΜΕΝΑ ΕΘΝΗ, Νέα Ὑόρκη, 9. (Ἀσ. Πρεσ.) — Εἰς τὸν ΟΗΕ προετοιμάζεται ἡ συζήτησις τοῦ σουεζικοῦ ζητήματος.	[396, 1144, 616, 1177]
paragraph: ΟΥΑΣΙΓΚΤΩΝ, 9. (Ἀσ. Πρεσ.) — Ἡ Γερουσία ἐνέκρινε ψήφισμα διὰ τοῦ ὁποίου συνιστᾶται ἡ ὀργάνωσις μονίμου διεθνοῦς ἀστυνομικῆς δυνάμεως ὑπὸ τὰ Ἡνωμένα Ἔθνη.	[1384, 718, 1568, 774]
article-italy-heatwave	[1185, 1313, 1574, 1520]
article-body	[1191, 2006, 1568, 2158]
article-la-plata	[1185, 403, 1574, 664]
article-body	[1191, 154, 1568, 268]
section-label: Ο κ. ΚΟΣΤΗΝΗΣ ΔΙΟΙΚΗΤΗΣ ΤΗΣ ΑΓΡΟΤΙΚΗΣ ΤΡΑΠΕΖΗΣ	[422, 1468, 590, 1494]
paragraph: ΛΕΥΚΩΣΙΑ, 9. (Ἀσ. Πρεσ.) — Ὁ καταδικασθεὶς εἰς θάνατον Νίκος Σαμψὼν εἰς ἐπιστολὰς τὰς ὁποίας ἀπέστειλεν ἐκ τῆς φυλακῆς πρὸς τοὺς οἰκείους του γράφει ὅτι δὲν φοβεῖται τὸν θάνατον καὶ ὅτι εἶναι ὑπερήφανος διὰ τὸν ἀγῶνα τὸν ὁποῖον διεξήγαγε. Αἱ ἐπιστολαὶ ἐδημοσιεύθησαν εἰς τὰς κυπριακὰς ἐφημερίδας καὶ προεκάλεσαν βαθεῖαν συγκίνησιν.	[815, 696, 993, 820]
article-body	[6, 1801, 384, 2179]
paragraph: ΟΥΑΣΙΓΚΤΩΝ, 9. (Ἀσ. Πρεσ.) — Ἐπιστήμονες ἀνεκοίνωσαν ὅτι διεξάγονται πειράματα ἐπὶ νέων ἐμβολίων κατὰ τῆς γρίπης μὲ ἐνθαρρυντικὰ ἀποτελέσματα.	[396, 859, 616, 904]
paragraph: ΛΟΝΔΙΝΟΝ, 9. (Ἀσ. Πρεσ.) — Ἡ σοβιετικὴ ἐφημερὶς «Ἰσβέστια» δημοσιεύει σήμερον ἄρθρον εἰς τὸ ὁποῖον ἐπικρίνει αὐστηρῶς τοὺς Μολότωφ, Μαλένκωφ καὶ Καγκάνοβιτς διὰ τὴν ἀντικομματικὴν δρᾶσιν των. Πολιτικοὶ παρατηρηταὶ ἐκτιμοῦν ὅτι τὸ ἄρθρον προλειαίνει τὸ ἔδαφος διὰ τὴν ἀποβολὴν τῶν τριῶν ἐκ τοῦ κόμματος. Ὁ πρωθυπουργὸς τῆς Ἰνδίας κ. Νεχροῦ ἐδήλωσεν ὅτι αἱ ἐξελίξεις εἰς τὴν Σοβιετικὴν Ἕνωσιν ἀποτελοῦν μεταβολὴν ἐπὶ τὸ βέλτιον. Ὁ κ. Χρουστσώφ ἀνέλαβεν ἐξ ὁλοκλήρου τὸν ἔλεγχον τοῦ κομματικοῦ μηχανισμοῦ.	[629, 1521, 806, 1711]
article-malenkov-asylum	[0, 0, 390, 629]
article-body	[396, 150, 616, 265]
article-jordan-battle	[0, 1288, 390, 1672]
section-label: ΘΑ ΓΙΝΟΥΝ ΔΕΚΤΟΙ ΔΙΠΛΩΜΑΤΑΙ	[11, 458, 185, 471]
headline-2: ΑΙ ΣΥΝΟΜΙΛΙΑΙ ΜΕΤΑ ΤΗΣ ΣΥΡΙΑΣ	[1236, 911, 1524, 932]
paragraph: ΟΥΑΣΙΓΚΤΩΝ, 9. (Ἀσ. Πρεσ.) — Ἡ Γερουσία ἐνέκρινε ψήφισμα διὰ τοῦ ὁποίου συνιστᾶται ἡ ὀργάνωσις μονίμου διεθνοῦς ἀστυνομικῆς δυνάμεως ὑπὸ τὰ Ἡνωμένα Ἔθνη.	[1191, 718, 1375, 774]
paragraph: ΒΕΛΙΓΡΑΔΙΟΝ, 9. (Ρώυτερ). — Ὁ στρατάρχης Τίτο ἐδέχθη τὸν ὑπουργὸν Ἐξωτερικῶν τῆς Συρίας μετὰ τοῦ ὁποίου συνεζήτησε τὰ προβλήματα τῆς Μέσης Ἀνατολῆς.	[1384, 933, 1568, 990]
subheadline: Θα δοθῆ ἄσυλον εἰς διπλωμάτας	[55, 163, 334, 182]
paragraph: ΗΝΩΜΕΝΑ ΕΘΝΗ, Νέα Ὑόρκη, 9. (Ἀσ. Πρεσ.) — Εἰς τὸν ΟΗΕ προετοιμάζεται ἡ συζήτησις τοῦ σουεζικοῦ ζητήματος.	[396, 1180, 616, 1214]
paragraph: ΑΘΗΝΑΙ, 9. — Ὑπὸ τοῦ ὑπουργικοῦ συμβουλίου διωρίσθη διοικητὴς τῆς Ἀγροτικῆς Τραπέζης.	[396, 1532, 616, 1567]
paragraph: Ὅλοι οἱ ὑπάλληλοι τῆς δημοσίας ὑπηρεσίας θὰ ἐμβολιασθοῦν κατὰ προτεραιότητα, ὡς ἀνεκοινώθη.	[396, 990, 616, 1024]
article-body	[396, 578, 616, 743]
article-body	[1191, 1552, 1568, 1612]
paragraph: ΒΙΕΝΝΗ, 9. — Ἀπεβίωσεν ὁ γνωστὸς Αὐστριακὸς ἐκδότης.	[396, 1611, 616, 1634]
article-body	[6, 1377, 384, 1555]
paragraph: ΛΟΝΔΙΝΟΝ, 9. (Ἀσ. Πρεσ.) — Ὁ σοβιετικὸς ἀντιπρόσωπος εἰς τὴν ὑποεπιτροπὴν ἀφοπλισμοῦ ἐδήλωσεν ὅτι ἡ Ρωσσία ἐλπίζει νὰ ἐπιτευχθῇ συμφωνία διὰ τὸν τερματισμὸν τῶν πυρηνικῶν δοκιμῶν.	[629, 1762, 899, 1808]
headline: ΔΙΑΚΟΣΙΟΙ ΤΡΕΙΣ ΘΑΝΑΤΟΙ ΜΟΝΟΝ ΕΙΣ ΙΤΑΛΙΑΝ ΑΠΟ ΤΟ ΑΠΟΠΝΙΚΤΙΚΟΝ ΚΥΜΑ ΚΑΥΣΩΝΟΣ	[1193, 1318, 1566, 1350]
headline: Η ΡΩΣΣΙΑ ΕΛΠΙΖΕΙ ΝΑ ΕΠΙΤΥΧΗ ΣΥΜΦΩΝΙΑΝ ΤΕΡΜΑΤΙΣΜΟΥ ΤΩΝ «ΠΥΡΗΝΙΚΩΝ ΔΟΚΙΜΩΝ»	[647, 1721, 1160, 1761]
article-body	[396, 775, 616, 1024]
paragraph: ΑΘΗΝΑΙ, 9. — Κατὰ τηλεγραφήματα ἐκ Λονδίνου ἡ ἀπάντησις τοῦ Ἐθνάρχου Μακαρίου εἰς τὴν ἐπιστολὴν τοῦ Γεν. Γραμματέως τοῦ ΝΑΤΟ κ. Σπαὰκ δὲν ἔχει ἀκόμη δοθῆ. Ἡ ἐπιστολὴ ἐτέθη ὑπ' ὄψιν τοῦ Ἀρχιεπισκόπου ὁ ὁποῖος θὰ τὴν μελετήσῃ ἐν συνεργασίᾳ μετὰ τῶν συμβούλων του. Ἐν τῷ μεταξὺ ἡ κυβέρνησις δὲν ἔχει προβῆ εἰς ἐπίσημον δήλωσιν ἐπὶ τοῦ θέματος, ἐνῷ οἱ διπλωματικοὶ κύκλοι ἀναμένουν τὰς ἐξελίξεις κατὰ τὰς προσεχεῖς ἡμέρας. Ὁ κ. Σπαὰκ ἐπανέλαβε τὴν πρότασίν του περὶ διασκέψεως ὑπὸ τὴν αἰγίδα τοῦ ΝΑΤΟ.	[1001, 136, 1179, 326]
paragraph: ΑΘΗΝΑΙ, 9. — Ὁ ὑπουργὸς Ἐργασίας ἐδήλωσεν ὅτι ἡ ἑλληνικὴ ἀντιπροσωπεία εἰς τὴν Διεθνῆ Διάσκεψιν Ἐργασίας ἐψήφισε ὑπὲρ τῆς συστάσεως περὶ ἑβδομαδιαίας ἀναπαύσεως τῶν ὑπαλλήλων καὶ τῆς καταργήσεως τῆς ἀναγκαστικῆς ἐργασίας εἰς ὅλας τὰς χώρας.	[200, 731, 384, 820]
article-sampson-letters	[623, 472, 1184, 1205]
paragraph: ΑΘΗΝΑΙ, 9. — Ὁ ὑπουργὸς Ἐργασίας ἐδήλωσεν ὅτι ἡ ἑλληνικὴ ἀντιπροσωπεία εἰς τὴν Διεθνῆ Διάσκεψιν Ἐργασίας ἐψήφισε ὑπὲρ τῆς συστάσεως περὶ ἑβδομαδιαίας ἀναπαύσεως τῶν ὑπαλλήλων καὶ τῆς καταργήσεως τῆς ἀναγκαστικῆς ἐργασίας εἰς ὅλας τὰς χώρας.	[6, 684, 190, 773]
headline: Ο κ. ΚΑΡΝΤΕΛΙ ΚΑΙ Ο κ. ΡΑΝΚΟΒΙΤΣ ΕΙΣ ΤΟ ΖΟΤΣΙ	[401, 551, 611, 577]
article-body	[396, 441, 616, 533]
paragraph: ΙΕΡΟΥΣΑΛΗΜ, 9. (Ἀσ. Πρεσ.) — Ἰσραηλιταὶ καὶ Ἰορδανοὶ στρατιῶται ἀντήλλαξαν πυρὰ ὅλμων κατὰ μῆκος τῆς γραμμῆς ἀνακωχῆς. Ἡ σύγκρουσις διήρκεσε δέκα ὥρας. Εἰς νεκρὸς καὶ δέκα τρεῖς τραυματίαι ἀναφέρονται.	[6, 1376, 190, 1444]
paragraph: ΚΩΝΣΤΑΝΤΙΝΟΥΠΟΛΙΣ, 9. (Ἰδ.) — Ἐτελέσθη ἡ ἀπονομὴ τῶν πτυχίων εἰς τοὺς ἀποφοίτους τῆς Θεολογικῆς Σχολῆς Χάλκης παρουσίᾳ τοῦ Οἰκουμενικοῦ Πατριάρχου.	[396, 441, 616, 486]
paragraph: ΓΕΝΕΥΗ, 9. (Ἰδ. ἀνταπ.) — Εἰς τὸ διεθνὲς συνέδριον περὶ πολιομυελίτιδος διεπιστώθη ὅτι τὰ κρούσματα τῆς νόσου ηὐξήθησαν κατὰ τὰ τελευταῖα ἔτη εἰς πολλὰς χώρας. Ὁ δόκτωρ Σώλκ ἐδήλωσεν ὅτι τὸ ἐμβόλιον θὰ περιορίσῃ δραστικῶς τὴν ἐξάπλωσιν τῆς νόσου καὶ ὅτι εἶναι αἰσιόδοξος διὰ τὸ μέλλον. Οἱ ἰατροὶ ἐξέτασαν τὰ ἀποτελέσματα τῶν ἐμβολιασμῶν εἰς τὰς Ἡνωμένας Πολιτείας, τὴν Δανίαν καὶ τὸν Καναδᾶν.	[200, 2003, 384, 2149]
section-label: Η ΣΤΑΣΙΣ ΤΟΥ ΜΟΛΟΤΩΦ	[837, 1313, 970, 1326]
section-label: ΤΑ ΤΕΛΕΥΤΑΙΑ ΕΤΗ	[241, 2152, 342, 2165]
section-label: ΑΛΛΟΣ ΛΟΓΟΣ ΤΟΥ ΚΡΟΥΣΤΣΕΦ	[1004, 1521, 1176, 1534]
section-label: ΕΚΚΛΗΣΙΣ ΤΟΥ Ο.Η.Ε.	[449, 1637, 564, 1649]
paragraph: ΑΘΗΝΑΙ, 9. — Τὴν Δευτέραν 15 τρέχοντος ἀφικνεῖται εἰς Ἀθήνας ὁ ὑπαρχηγὸς τοῦ Γενικοῦ Ἐπιτελείου Ἀεροπορίας τῶν Ἡνωμένων Πολιτειῶν, ὅστις θὰ ἔχῃ συνομιλίας μετὰ τῶν στρατιωτικῶν ἀρχῶν.	[396, 150, 616, 207]
section-label: ΚΑΙ ΠΡΟ ΜΗΝΩΝ	[247, 302, 336, 315]
headline: ΑΥΞΑΝΕΙ ΣΥΝΕΧΩΣ ΤΟ ΕΝΔΙΑΦΕΡΟΝ ΤΟΥ ΤΙΤΟ ΔΙΑ ΤΗΝ ΜΕΣΗΝ ΑΝΑΤΟΛΗΝ	[1200, 870, 1559, 911]
section-label: ΕΘΝΗ ΥΠΟ ΕΛΕΓΧΟΝ ΤΟ ΠΥΡ	[1012, 612, 1169, 625]
article-archbishop-surgery	[1185, 1967, 1574, 2324]
article-body	[6, 185, 384, 500]
article-senate-un-police	[1185, 664, 1574, 865]
paragraph: ΛΟΝΔΙΝΟΝ, 9. (Ἀσ. Πρεσ.) — Ὁ σοβιετικὸς ἀντιπρόσωπος εἰς τὴν ὑποεπιτροπὴν ἀφοπλισμοῦ ἐδήλωσεν ὅτι ἡ Ρωσσία ἐλπίζει νὰ ἐπιτευχθῇ συμφωνία διὰ τὸν τερματισμὸν τῶν πυρηνικῶν δοκιμῶν.	[908, 1835, 1179, 1880]
paragraph: ΛΟΝΔΙΝΟΝ, 9. (Ἀσ. Πρεσ.) — Ἡ σοβιετικὴ ἐφημερὶς «Ἰσβέστια» δημοσιεύει σήμερον ἄρθρον εἰς τὸ ὁποῖον ἐπικρίνει αὐστηρῶς τοὺς Μολότωφ, Μαλένκωφ καὶ Καγκάνοβιτς διὰ τὴν ἀντικομματικὴν δρᾶσιν των. Πολιτικοὶ παρατηρηταὶ ἐκτιμοῦν ὅτι τὸ ἄρθρον προλειαίνει τὸ ἔδαφος διὰ τὴν ἀποβολὴν τῶν τριῶν ἐκ τοῦ κόμματος. Ὁ πρωθυπουργὸς τῆς Ἰνδίας κ. Νεχροῦ ἐδήλωσεν ὅτι αἱ ἐξελίξεις εἰς τὴν Σοβιετικὴν Ἕνωσιν ἀποτελοῦν μεταβολὴν ἐπὶ τὸ βέλτιον. Ὁ κ. Χρουστσώφ ἀνέλαβεν ἐξ ὁλοκλήρου τὸν ἔλεγχον τοῦ κομματικοῦ	[1001, 1537, 1179, 1716]
paragraph: ΑΘΗΝΑΙ, 9. — Κατὰ πληροφορίας ἐκ Παρισίων, ἡ κυβέρνησις ὑπέβαλεν εἰκοσαετὲς πρόγραμμα προσαρμογῆς τῆς ἑλληνικῆς οἰκονομίας εἰς τὴν ζώνην ἐλευθέρων συναλλαγῶν τῆς Εὐρώπης.	[629, 2128, 806, 2196]
article-cairo-visit	[1185, 1520, 1574, 1716]
article-body	[6, 962, 384, 1235]
article-turkey-quake	[391, 0, 622, 118]
kicker: Διαπιστώσεις διεθνοῦς συνεδρίου	[48, 1679, 341, 1697]
headline: Η ΜΕΤΑΝΑΣΤΕΥΣΙΣ ΤΩΝ ΕΒΡΑΙΩΝ	[415, 1254, 597, 1268]
paragraph: ΛΟΝΔΙΝΟΝ, 9. — Ἀνηγγέλθη ὅτι ὁ πρόξενος ἀνεκλήθη.	[1001, 110, 1179, 134]
paragraph: ΛΟΝΔΙΝΟΝ, 9. (Ἀσ. Πρεσ.) — Ὁ συνταγματάρχης τῆς ἀεροπορίας Ἀνθονν Λέβυ, ὅστις ὑπηρέτησε εἰς τὰς ἐν Μόσχᾳ Μ. Βρεταννίας πρεσβείας, ἐδήλωσεν ὅτι εἰς τὸν Μαλένκωφ ἐδόθη δὶς ἡ εὐκαιρία ἀσύλου εἰς τὴν Μ. Βρεταννίαν ἀλλὰ ἠρνήθη. Ὁ Μαλένκωφ ἐδήλωσεν ὅτι δὲν ἐπιθυμεῖ νὰ ἐγκαταλείψῃ τὴν πατρίδα του. Ἡ προσφορὰ ἔγινε ἐπανειλημμένως κατὰ τὴν διάρκειαν τῆς ἐπισκέψεως του εἰς τὴν Ἀγγλίαν.	[6, 321, 190, 455]
paragraph: ΒΕΛΙΓΡΑΔΙΟΝ, 9. (Ρώυτερ). — Ὁ ἀντιπρόεδρος τῆς γιουγκοσλαβικῆς κυβερνήσεως κ. Καρντέλι καὶ ὁ κ. Ράνκοβιτς ἐπεσκέφθησαν τὴν περιοχὴν ὅπου θὰ ἔχουν συνομιλίας.	[396, 578, 616, 634]
article-halki-school	[391, 408, 622, 546]
headline: ΔΙΕΣΩΘΗ ΧΘΕΣ ΟΛΟΚΛΗΡΟΝ ΤΟ ΠΛΗΡΩΜΑ ΤΟΥ ΣΟΥΗΔΙΚΟΥ ΦΟΡΤΗΓΟΥ «ΛΑ ΠΛΑΤΑ»	[1214, 408, 1545, 441]
section-label: ΓΙΟΥΓΚΟΣΛΑΒΙΚΑ ΣΧΟΛΙΑ	[834, 823, 973, 836]
column-3	[623, 0, 1184, 2324]
article-free-trade-zone	[623, 2016, 1184, 2324]
article-kardelj-rankovic	[391, 546, 622, 743]
paragraph: ΑΘΗΝΑΙ, 9. — Ὁ ὑπουργὸς Ἐξωτερικῶν κ. Ἀβέρωφ ἐδήλωσεν ὅτι ἡ Ἑλλὰς ἐπιμένει εἰς τὴν ἀρχὴν τῆς αὐτοδιαθέσεως τοῦ κυπριακοῦ λαοῦ.	[1001, 391, 1179, 437]
paragraph: ΓΕΝΕΥΗ, 9. — Ὁ δρ Σώλκ εἶπεν ὅτι ἐντὸς ὀλίγων ἐτῶν ἡ πολιομυελῖτις θὰ ἔχῃ σχεδὸν ἐκλείψει εἰς τὰς χώρας ὅπου ἐφαρμόζεται συστηματικῶς ὁ ἐμβολιασμός.	[200, 1944, 384, 2001]
article-body	[1191, 934, 1568, 993]
column-1	[0, 0, 390, 2324]
headline: ΔΙΣ ΠΡΟΣΕΦΕΡΘΗ ΕΙΣ ΤΟΝ ΜΑΛΕΝΚΩΦ ΑΣΥΛΟΝ ΕΙΣ ΜΕΓΑΛΗΝ ΒΡΕΤΑΝΝΙΑΝ ΑΛΛΑ ΚΑΙ ΤΑΣ ΔΥΟ ΦΟΡΑΣ ΗΡΝΗΘΗ ΝΑ ΕΓΚΑΤΑΛΕΙΨΗ ΤΗΝ ΣΟΒ. ΕΝΩΣΙΝ	[21, 5, 369, 162]
article-body	[396, 32, 616, 77]
headline: ΑΙ ΑΠΟΦΑΣΕΙΣ ΤΟΥ ΥΠΟΥΡΓΟΥ ΤΗΣ ΓΕΩΡΓΙΑΣ ΠΡΟΣ ΑΝΤΙΜΕΤΩΠΙΣΙΝ ΤΩΝ ΕΚ ΠΛΗΜΜΥΡΩΝ ΚΑΤΑΣΤΡΟΦΩΝ ΕΙΣ ΤΗΝ ΠΕΡΙΟΧΗΝ ΤΟΥ ΕΒΡΟΥ	[19, 880, 371, 960]
paragraph: ΙΕΡΟΥΣΑΛΗΜ, 9. (Ἀσ. Πρεσ.) — Ἰσραηλιταὶ καὶ Ἰορδανοὶ στρατιῶται ἀντήλλαξαν πυρὰ ὅλμων κατὰ μῆκος τῆς γραμμῆς ἀνακωχῆς. Ἡ σύγκρουσις διήρκεσε δέκα ὥρας. Εἰς νεκρὸς καὶ δέκα τρεῖς τραυματίαι ἀναφέρονται.	[6, 1446, 190, 1514]
paragraph: ΛΟΝΔΙΝΟΝ, 9. (Ρώυτερ). — Τὸ Φόρεϊν Ὄφφις ἠρνήθη νὰ σχολιάσῃ τὰς πληροφορίας περὶ τῆς προσφορᾶς ἀσύλου πρὸς τὸν Μαλένκωφ.	[200, 318, 384, 363]
paragraph: ΑΘΗΝΑΙ, 9. — Ὁ ὑπουργὸς Ἐξωτερικῶν κ. Ἀβέρωφ ἐδήλωσεν ὅτι ἡ Ἑλλὰς ἐπιμένει εἰς τὴν ἀρχὴν τῆς αὐτοδιαθέσεως τοῦ κυπριακοῦ λαοῦ.	[1001, 344, 1179, 389]
section-label: ΕΠΙΘΕΣΙΣ ΤΗΣ «ΠΡΑΒΔΑ»	[649, 1507, 784, 1520]
paragraph: ΡΩΜΗ, 9. (Ρώυτερ). — Κατὰ τὰς τελευταίας ἡμέρας διακόσιοι τρεῖς ἄνθρωποι ἀπέθανον εἰς τὴν Ἰταλίαν ἐκ τοῦ καύσωνος. Εἰς τὸ Μιλάνον δὲν ὑπῆρχον χθὲς φέρετρα.	[1384, 1369, 1568, 1425]
article-body	[629, 1314, 1179, 1716]
article-body	[396, 1395, 616, 1953]
paragraph: ΑΘΗΝΑΙ, 9. — Ὁ πρώην ὑπουργὸς κ. Σταμάτης ἐξέδωκε δήλωσιν διὰ τῆς ὁποίας ἐξηγεῖ τοὺς λόγους τῆς μεταστάσεώς του.	[1384, 1736, 1568, 1781]
paragraph: ΙΕΡΟΥΣΑΛΗΜ, 9. (Ἀσ. Πρεσ.) — Ἰσραηλιταὶ καὶ Ἰορδανοὶ στρατιῶται ἀντήλλαξαν πυρὰ ὅλμων κατὰ μῆκος τῆς γραμμῆς ἀνακωχῆς. Ἡ σύγκρουσις διήρκεσε δέκα ὥρας. Εἰς νεκρὸς καὶ δέκα τρεῖς τραυματίαι ἀναφέρονται.	[200, 1412, 384, 1480]
paragraph: ΡΙΟ ΙΑΝΕΙΡΟΝ, 9. (Ἀσ. Πρεσ.) — Ὁλόκληρον τὸ πλήρωμα τοῦ σουηδικοῦ φορτηγοῦ «Λὰ Πλάτα» διεσώθη ὑπὸ διερχομένων σκαφῶν. Τὸ φορτηγὸν ὑπέστη σοβαρὰς ζημίας ἐκ τῆς θαλασσοταραχῆς καὶ ἀγνοεῖται ἡ τύχη του.	[1191, 459, 1375, 538]
headline: ΔΕΝ ΦΟΒΟΥΜΑΙ ΤΟΝ ΘΑΝΑΤΟΝ ΓΡΑΦΕΙ Ο ΣΑΜΨΩΝ ΕΙΣ ΕΠΙΣΤΟΛΑΣ ΤΟΥ ΑΠΟ ΤΟ ΚΕΛΛΙ ΤΗΣ ΦΥΛΑΚΗΣ	[660, 477, 1147, 517]
headline: Η ΔΙΕΘΝΗΣ ΔΙΑΣΚΕΨΙΣ ΕΡΓΑΣΙΑΣ ΣΥΝΕΣΤΗΣΕΝ 24ΩΡΟΝ ΣΥΝΕΧΗ ΑΝΑΠΑΥΣΙΝ ΤΩΝ ΥΠΑΛΛΗΛΩΝ & ΚΑΤΑΡΓΗΣΙΝ ΤΗΣ ΑΝΑΓΚΑΣΤΙΚΗΣ ΕΡΓΑΣΙΑΣ	[24, 634, 366, 683]
paragraph: ΑΘΗΝΑΙ, 9. — Ὁ Ἀρχιεπίσκοπος Ἀθηνῶν Δωρόθεος ὑπεβλήθη εἰς ἐγχείρησιν εἰς τὸν ἐγκέφαλον εἰς κλινικὴν τῆς Στοκχόλμης. Ἡ κατάστασίς του χαρακτηρίζεται ὡς ἱκανοποιητική.	[1384, 2090, 1568, 2158]
article-body	[1191, 1156, 1568, 1203]
column-4	[1185, 0, 1574, 2324]
paragraph: ΓΕΝΕΥΗ, 9. (Ἰδ. ἀνταπ.) — Εἰς τὸ διεθνὲς συνέδριον περὶ πολιομυελίτιδος διεπιστώθη ὅτι τὰ κρούσματα τῆς νόσου ηὐξήθησαν κατὰ τὰ τελευταῖα ἔτη εἰς πολλὰς χώρας. Ὁ δόκτωρ Σώλκ ἐδήλωσεν ὅτι τὸ ἐμβόλιον θὰ περιορίσῃ δραστικῶς τὴν ἐξάπλωσιν τῆς νόσου καὶ ὅτι εἶναι αἰσιόδοξος διὰ τὸ μέλλον. Οἱ ἰατροὶ ἐξέτασαν τὰ ἀποτελέσματα τῶν ἐμβολιασμῶν εἰς τὰς Ἡνωμένας Πολιτείας, τὴν Δανίαν καὶ τὸν Καναδᾶν.	[6, 1800, 190, 1945]
headline: ΟΙ ΕΦΕΤΙΝΟΙ ΑΠΟΦΟΙΤΟΙ ΤΗΣ ΘΕΟΛΟΓΙΚΗΣ ΣΧΟΛΗΣ ΧΑΛΚΗΣ	[422, 413, 590, 440]
headline: ΠΡΟΣΦΟΡΑ Ο ΜΙΣΘΟΣ ΤΩΝ ΑΓΓΛΩΝ ΒΟΥΛΕΥΤΩΝ	[409, 1367, 603, 1394]
paragraph: ΟΥΑΣΙΓΚΤΩΝ, 9. (Ἀσ. Πρεσ.) — Ἐπίσημοι κύκλοι ἐδήλωσαν ὅτι αἱ Ἡνωμέναι Πολιτεῖαι θὰ παράσχουν ἄσυλον εἰς διπλωμάτας τῶν κομμουνιστικῶν χωρῶν οἱ ὁποῖοι θὰ ἐζήτουν τοῦτο.	[200, 231, 384, 299]
headline: Η «ΕΤΕΡΟΔΙΚΙΑ» ΑΠΕΙΛΗ ΔΙΑ ΤΑΣ ΣΧΕΣΕΙΣ ΜΕΤΑΞΥ ΑΜΕΡΙΚΗΣ ΚΑΙ ΣΥΜΜΑΧΩΝ	[1191, 5, 1568, 85]
headline: ΗΥΞΗΘΗΣΑΝ ΚΑΤΑ ΤΑ ΤΕΛΕΥΤΑΙΑ ΕΤΗ ΤΑ ΚΡΟΥΣΜΑΤΑ ΠΟΛΙΟΜΥΕΛΙΤΙΔΟΣ	[12, 1698, 378, 1778]
paragraph: ΟΥΑΣΙΓΚΤΩΝ, 9. (Ἀσσοσ. Πρεσ.) — Ὁ πρόεδρος Ἀϊζενχάουερ ἐδήλωσεν ὅτι ἡ κατάργησις τῆς ἑτεροδικίας διὰ τοὺς Ἀμερικανοὺς στρατιώτας εἰς ξένας χώρας θὰ ἀπετέλει σοβαρὰν ἀπειλὴν διὰ τὰς σχέσεις μεταξὺ τῶν Ἡνωμένων Πολιτειῶν καὶ τῶν συμμάχων των. Ὁ πρόεδρος ἀπηύθυνεν ἔκκλησιν πρὸς τὸ Κογκρέσσον νὰ μὴ ἐγκρίνῃ τὴν σχετικὴν τροπολογίαν.	[1191, 153, 1375, 266]
headline-2: Η «ΙΣΒΕΣΤΙΑ» ΠΡΟΛΕΙΑΙΝΕΙ ΗΔΗ ΤΟ ΕΔΑΦΟΣ	[646, 1263, 1161, 1291]
paragraph: ΛΕΥΚΩΣΙΑ, 9. (Ἀσ. Πρεσ.) — Ὁ καταδικασθεὶς εἰς θάνατον Νίκος Σαμψὼν εἰς ἐπιστολὰς τὰς ὁποίας ἀπέστειλεν ἐκ τῆς φυλακῆς πρὸς τοὺς οἰκείους του γράφει ὅτι δὲν φοβεῖται τὸν θάνατον καὶ ὅτι εἶναι ὑπερήφανος διὰ τὸν ἀγῶνα τὸν ὁποῖον διεξήγαγε. Αἱ ἐπιστολαὶ ἐδημοσιεύθησαν εἰς τὰς κυπριακὰς ἐφημερίδας καὶ προεκάλεσαν βαθεῖαν συγκίνησιν.	[629, 518, 993, 875]
headline: ΠΡΟΕΤΟΙΜΑΖΕΤΑΙ ΔΙΑ ΣΥΖΗΤΗΣΙΝ ΤΟ ΣΟΥΕΖΙΚΟΝ ΕΙΣ ΤΗ Η. Ε.	[405, 1116, 607, 1143]
paragraph: ΑΘΗΝΑΙ, 9. — Ὁ Ἀρχιεπίσκοπος Ἀθηνῶν Δωρόθεος ὑπεβλήθη εἰς ἐγχείρησιν εἰς τὸν ἐγκέφαλον εἰς κλινικὴν τῆς Στοκχόλμης. Ἡ κατάστασίς του χαρακτηρίζεται ὡς ἱκανοποιητική.	[1191, 2075, 1375, 2143]
paragraph: ΛΟΝΔΙΝΟΝ, 9. (Ρώυτερ). — Ἡ Βουλὴ τῶν Κοινοτήτων ἐνέκρινε τὴν αὔξησιν τοῦ μισθοῦ τῶν βουλευτῶν.	[396, 1883, 616, 1917]
headline: ΝΑ ΣΥΝΕΧΙΣΘΗ Η ΠΡΟΣ ΤΗΝ ΞΕΝΗΝ ΒΟΗΘΕΙΑ ΔΙΟΤΙ ΕΞΕΛΙΠΕ ΠΛΕΟΝ ΠΑΣΑ ΕΛΠΙΣ ΠΕΡΙ ΕΜΦΑΝΙΣΕΩΣ ΕΙΡΗΝΟΦΙΛΩΝ ΡΩΣΣΩΝ!	[1204, 1106, 1555, 1155]
headline: ΕΝΕΧΕΙΡΗΘΗ ΕΙΣ ΤΟΝ ΕΓΚΕΦΑΛΟΝ ΕΙΣ ΚΛΙΝΙΚΗΝ ΤΗΣ ΣΤΟΚΧΟΛΜΗΣ Ο ΑΡΧΙΕΠΙΣΚΟΠΟΣ ΑΘΗΝΩΝ ΔΩΡΟΘΕΟΣ	[1192, 1972, 1567, 2004]
article-usaf-deputy	[391, 118, 622, 290]
paragraph: ΛΕΥΚΩΣΙΑ, 9. (Ἀσ. Πρεσ.) — Ὁ καταδικασθεὶς εἰς θάνατον Νίκος Σαμψὼν εἰς ἐπιστολὰς τὰς ὁποίας ἀπέστειλεν ἐκ τῆς φυλακῆς πρὸς τοὺς οἰκείους του γράφει ὅτι δὲν φοβεῖται τὸν θάνατον καὶ ὅτι εἶναι ὑπερήφανος διὰ τὸν ἀγῶνα τὸν ὁποῖον διεξήγαγε. Αἱ ἐπιστολαὶ ἐδημοσιεύθησαν εἰς τὰς κυπριακὰς ἐφημερίδας καὶ προεκάλεσαν βαθεῖαν συγκίνησιν.	[629, 518, 806, 642]
paragraph: ΑΘΗΝΑΙ, 9. — Ὁ πρώην ὑπουργὸς κ. Σταμάτης ἐξέδωκε δήλωσιν διὰ τῆς ὁποίας ἐξηγεῖ τοὺς λόγους τῆς μεταστάσεώς του.	[1384, 1783, 1568, 1828]
section-label: ΜΙΑ ΦΡΑΣΗ ΝΙΚΟΣ ΣΑΜΨΩΝ	[642, 771, 791, 784]
paragraph: ΒΕΛΙΓΡΑΔΙΟΝ, 9. (Ρώυτερ). — Ὁ ἀντιπρόεδρος τῆς γιουγκοσλαβικῆς κυβερνήσεως κ. Καρντέλι καὶ ὁ κ. Ράνκοβιτς ἐπεσκέφθησαν τὴν περιοχὴν ὅπου θὰ ἔχουν	[396, 695, 616, 741]
paragraph: ΠΑΡΙΣΙΟΙ, 9. (Ἀσ. Πρεσ.) — Ἡ ὁμοσπονδία τῶν τραπεζικῶν ὑπαλλήλων ἀπεφάσισε 24ωρον ἀπεργίαν εἰς ὁλόκληρον τὴν Γαλλίαν πρὸς ὑποστήριξιν τῶν μισθολογικῶν αἰτημάτων της.	[396, 323, 616, 379]
paragraph: ΗΝΩΜΕΝΑ ΕΘΝΗ, 9. — Ὁ Γεν. Γραμματεὺς ἀπηύθυνεν ἔκκλησιν διὰ τοὺς πρόσφυγας.	[396, 1652, 616, 1675]
headline: ΤΗΝ 14ΗΝ ΙΟΥΛΙΟΥ ΜΕΤΑΒΑΙΝΟΥΝ ΕΙΣ ΤΟ ΚΑ-Ι-ΡΟΝ Ο ΠΡΩΘΥΠΟΥΡΓΟΣ ΚΑΙ Ο ΥΠΟΥΡΓΟΣ ΤΩΝ ΕΞΩΤΕΡΙΚΩΝ	[1234, 1524, 1526, 1551]
paragraph: ΑΘΗΝΑΙ, 9. — Ὁ Ἀρχιεπίσκοπος Ἀθηνῶν Δωρόθεος ὑπεβλήθη εἰς ἐγχείρησιν εἰς τὸν ἐγκέφαλον εἰς κλινικὴν τῆς Στοκχόλμης. Ἡ κατάστασίς του χαρακτηρίζεται ὡς ἱκανοποιητική.	[1384, 2020, 1568, 2088]
paragraph: ΑΘΗΝΑΙ, 9. — Κατὰ πληροφορίας ἐκ Παρισίων, ἡ κυβέρνησις ὑπέβαλεν εἰκοσαετὲς πρόγραμμα προσαρμογῆς τῆς ἑλληνικῆς οἰκονομίας εἰς τὴν ζώνην ἐλευθέρων συναλλαγῶν τῆς Εὐρώπης.	[629, 2058, 806, 2126]
paragraph: ΛΟΝΔΙΝΟΝ, 9. (Ἀσ. Πρεσ.) — Ὁ συνταγματάρχης τῆς ἀεροπορίας Ἀνθονν Λέβυ, ὅστις ὑπηρέτησε εἰς τὰς ἐν Μόσχᾳ Μ. Βρεταννίας πρεσβείας, ἐδήλωσεν ὅτι εἰς τὸν Μαλένκωφ ἐδόθη δὶς ἡ εὐκαιρία ἀσύλου εἰς τὴν Μ. Βρεταννίαν ἀλλὰ ἠρνήθη. Ὁ Μαλένκωφ ἐδήλωσεν ὅτι δὲν ἐπιθυμεῖ νὰ ἐγκαταλείψῃ τὴν πατρίδα του. Ἡ προσφορὰ ἔγινε ἐπανειλημμένως κατὰ τὴν διάρκειαν τῆς ἐπισκέψεως του εἰς τὴν Ἀγγλίαν.	[200, 365, 384, 500]
paragraph: ΙΕΡΟΥΣΑΛΗΜ, 9. (Ἀσ. Πρεσ.) — Ἀνεκοινώθη ὅτι κατὰ τὸ τρέχον ἔτος ἀφίχθησαν εἰς τὸ Ἰσραὴλ χιλιάδες μεταναστῶν.	[396, 1269, 616, 1303]
section-label: ΘΑ ΕΚΒΛΗΘΟΥΝ ΤΟΥ Κ.Κ.	[834, 1521, 973, 1534]
paragraph: ΛΟΝΔΙΝΟΝ, 9. (Ἀσ. Πρεσ.) — Ὁ σοβιετικὸς ἀντιπρόσωπος εἰς τὴν ὑποεπιτροπὴν ἀφοπλισμοῦ ἐδήλωσεν ὅτι ἡ Ρωσσία ἐλπίζει νὰ ἐπιτευχθῇ συμφωνία διὰ τὸν τερματισμὸν τῶν πυρηνικῶν δοκιμῶν.	[629, 1762, 1179, 1880]
article-suez-un	[391, 1111, 622, 1249]
headline: ΓΙΝΟΝΤΑΙ ΠΕΙΡΑΜΑΤΑ ΕΠΙ ΝΕΩΝ ΕΜΒΟΛΙΩΝ ΕΝΑΝΤΙΟΝ ΤΗΣ ΓΡΙΠΗΣ	[412, 747, 600, 774]
paragraph: ΗΝΩΜΕΝΑ ΕΘΝΗ, 9. — Ὁ Γεν. Γραμματεὺς ἀπηύθυνεν ἔκκλησιν διὰ τοὺς πρόσφυγας.	[396, 1858, 616, 1880]
section-label: ΤΑ ΒΑΣΑΝΙΣΤΗΡΙΑ	[855, 556, 952, 568]
subheadline: 'Αλλ' ὁ δόκτωρ Σώλκ εἶναι αἰσιόδοξος	[31, 1779, 358, 1798]
headline: ΟΚΤΩ ΤΡΑΥΜΑΤΙΑΙ ΕΙΣ ΤΗΝ ΤΟΥΡΚΙΑΝ ΕΚ ΤΩΝ ΣΕΙΣΜΩΝ	[403, 5, 609, 31]
paragraph: ΑΘΗΝΑΙ, 9. — Τὴν Δευτέραν 15 τρέχοντος ἀφικνεῖται εἰς Ἀθήνας ὁ ὑπαρχηγὸς τοῦ Γενικοῦ Ἐπιτελείου Ἀεροπορίας τῶν Ἡνωμένων Πολιτειῶν, ὅστις θὰ ἔχῃ συνομιλίας μετὰ τῶν στρατιωτικῶν ἀρχῶν.	[396, 209, 616, 266]
article-labour-conference	[0, 629, 390, 875]
section-label: ΔΗΛΩΣΕΙΣ ΤΟΥ δρος ΣΩΛΚ	[220, 1871, 363, 1883]
article-bank-strike	[391, 290, 622, 408]
section-label: Ο ΑΝΙΣΧΥΡΟΣ ΠΡΟΞΕΝΟΣ	[835, 415, 972, 428]
paragraph: ΚΩΝΣΤΑΝΤΙΝΟΥΠΟΛΙΣ, 9. (Ἰδ.) — Ἰσχυρὸς σεισμὸς ἐσημειώθη εἰς τὴν περιοχὴν τῆς Ἀνατολῆς. Ὀκτὼ ἄτομα ἐτραυματίσθησαν καὶ πολλαὶ οἰκίαι ὑπέστησαν ζημίας.	[396, 32, 616, 78]
headline: ΠΩΣ ΔΙΚΑΙΟΛΟΓΕΙ ΤΗΝ ΜΕΤΑΣΤΑΣΙΝ ΤΟΥ κ. ΣΤΑΜΑΤΗΣ	[1234, 1721, 1526, 1735]
paragraph: ΡΙΟ ΙΑΝΕΙΡΟΝ, 9. (Ἀσ. Πρεσ.) — Ὁλόκληρον τὸ πλήρωμα τοῦ σουηδικοῦ φορτηγοῦ «Λὰ Πλάτα» διεσώθη ὑπὸ διερχομένων σκαφῶν. Τὸ φορτηγὸν ὑπέστη σοβαρὰς ζημίας ἐκ τῆς θαλασσοταραχῆς καὶ ἀγνοεῖται ἡ τύχη του.	[1384, 459, 1568, 538]
paragraph: ΛΟΝΔΙΝΟΝ, 9. (Ρώυτερ). — Ἡ Βουλὴ τῶν Κοινοτήτων ἐνέκρινε τὴν αὔξησιν τοῦ μισθοῦ τῶν βουλευτῶν.	[396, 1431, 616, 1464]
paragraph: ΑΘΗΝΑΙ, 9. — Ὑπὸ τοῦ ὑπουργικοῦ συμβουλίου διωρίσθη διοικητὴς τῆς Ἀγροτικῆς Τραπέζης.	[396, 1821, 616, 1856]
